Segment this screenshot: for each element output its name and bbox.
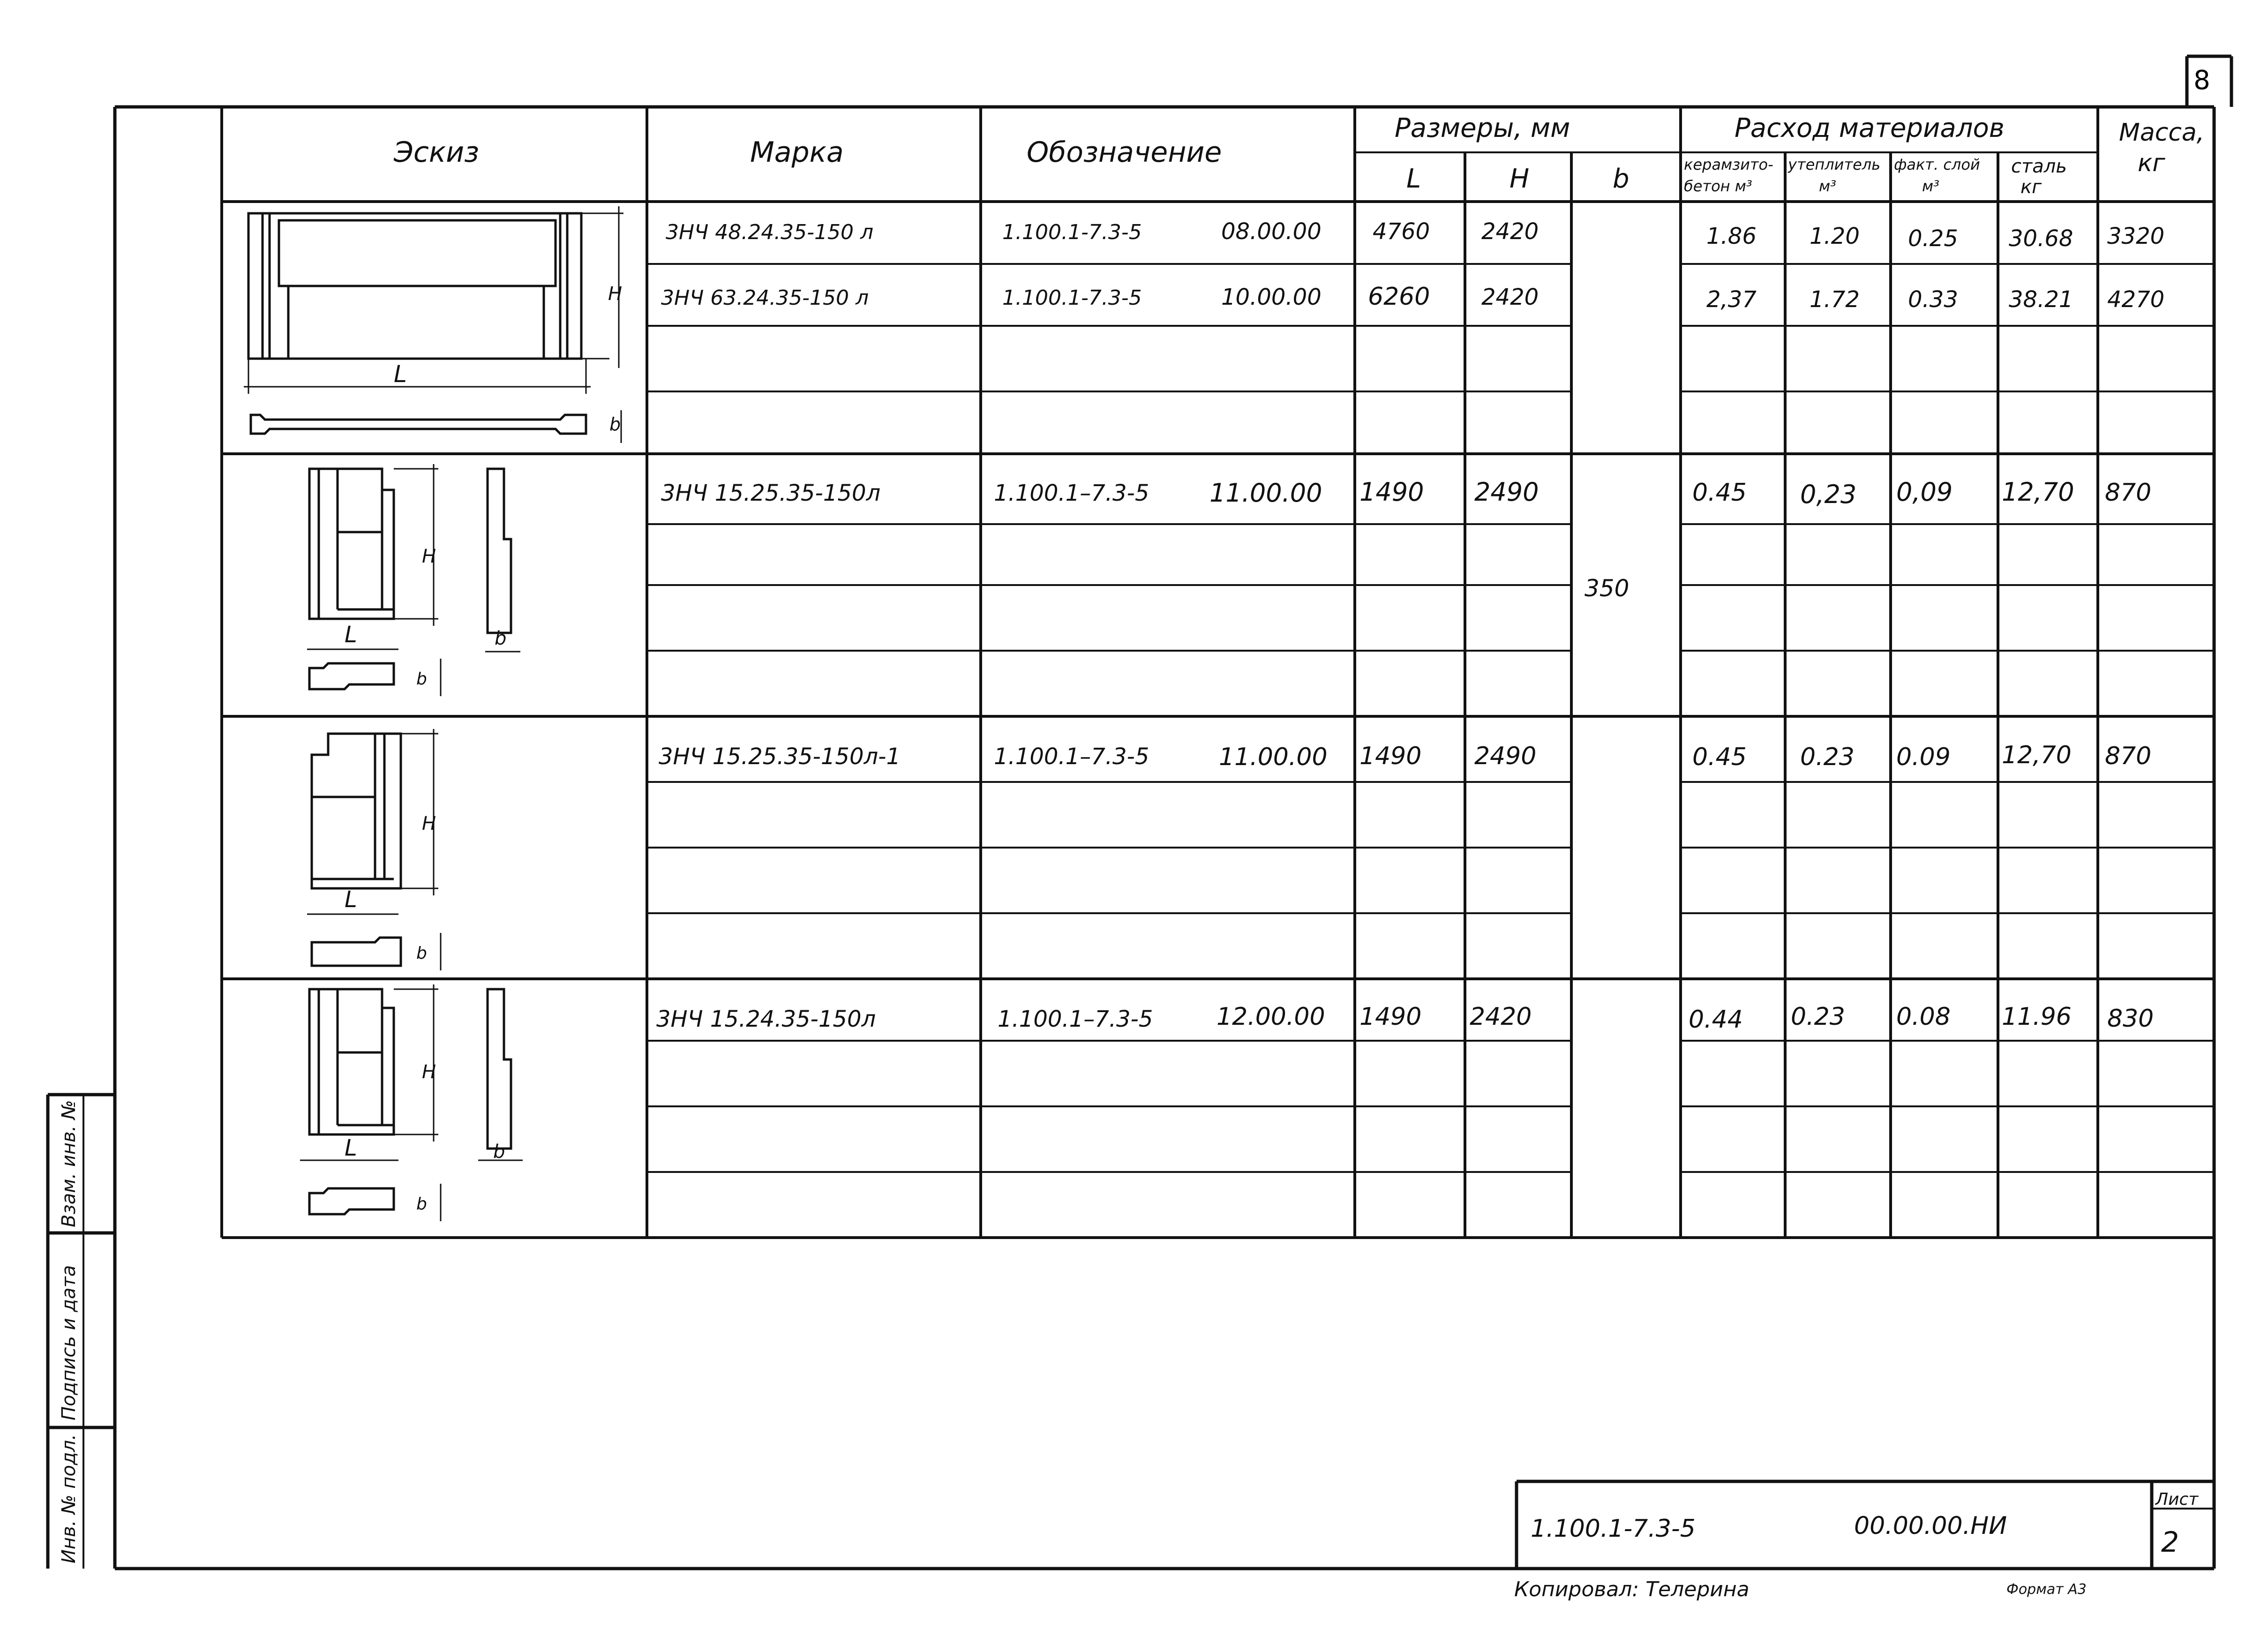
table-row-lines <box>647 264 2214 1172</box>
row-mark: 3НЧ 48.24.35-150 л <box>666 220 874 244</box>
row-code: 1.100.1-7.3-5 <box>1002 220 1142 244</box>
row-code: 1.100.1–7.3-5 <box>998 1006 1153 1032</box>
stamp-signature-date: Подпись и дата <box>58 1265 80 1420</box>
row-concrete: 0.45 <box>1692 479 1747 507</box>
sketch-label-height: H <box>422 546 436 567</box>
table-row <box>659 741 2151 771</box>
row-mass: 830 <box>2107 1005 2154 1033</box>
stamp-inv-original: Инв. № подл. <box>58 1434 80 1563</box>
row-concrete: 1.86 <box>1706 223 1757 249</box>
title-designation: 00.00.00.НИ <box>1854 1512 2007 1540</box>
row-H: 2420 <box>1481 218 1539 245</box>
sketch-label-thickness: b <box>416 944 427 963</box>
row-H: 2490 <box>1474 742 1537 770</box>
header-materials: Расход материалов <box>1735 113 2005 143</box>
header-sketch: Эскиз <box>394 136 480 169</box>
row-insulation: 0.23 <box>1791 1003 1845 1031</box>
title-sheet-label: Лист <box>2155 1490 2199 1509</box>
row-doc: 12.00.00 <box>1217 1003 1325 1031</box>
format-label: Формат А3 <box>2006 1581 2087 1598</box>
row-steel: 30.68 <box>2009 225 2073 252</box>
row-layer: 0.09 <box>1896 743 1951 771</box>
header-mat-concrete-1: керамзито- <box>1684 156 1773 173</box>
copied-by: Копировал: Телерина <box>1514 1577 1750 1601</box>
row-mark: 3НЧ 63.24.35-150 л <box>661 286 869 310</box>
header-mat-insulation-1: утеплитель <box>1788 156 1881 173</box>
header-mat-layer-2: м³ <box>1922 177 1939 195</box>
row-L: 1490 <box>1359 1003 1422 1031</box>
header-mat-steel-2: кг <box>2020 176 2042 198</box>
row-doc: 11.00.00 <box>1209 478 1322 508</box>
header-mark: Марка <box>750 136 844 169</box>
row-mark: 3НЧ 15.25.35-150л <box>661 480 881 506</box>
header-mat-steel-1: сталь <box>2011 156 2067 177</box>
row-mass: 3320 <box>2107 223 2165 249</box>
page-number: 8 <box>2193 65 2210 96</box>
table-row <box>666 218 2164 252</box>
row-code: 1.100.1–7.3-5 <box>994 480 1149 506</box>
row-steel: 38.21 <box>2009 286 2073 313</box>
sketch-label-length: L <box>345 886 357 913</box>
sketch-label-thickness: b <box>416 1194 427 1214</box>
sketch-label-height: H <box>422 1061 436 1083</box>
header-dim-b: b <box>1613 164 1630 194</box>
row-L: 1490 <box>1359 477 1424 507</box>
header-dim-l: L <box>1406 164 1421 194</box>
row-L: 4760 <box>1373 218 1430 245</box>
row-insulation: 0.23 <box>1800 743 1855 771</box>
sketch-label-length: L <box>345 1135 357 1161</box>
row-doc: 10.00.00 <box>1221 284 1322 310</box>
table-grid <box>222 107 2214 1238</box>
row-mass: 4270 <box>2107 286 2165 313</box>
row-concrete: 0.44 <box>1689 1006 1743 1034</box>
row-concrete: 2,37 <box>1706 286 1757 313</box>
sketch-label-length: L <box>345 622 357 648</box>
header-mat-insulation-2: м³ <box>1819 177 1836 195</box>
row-mass: 870 <box>2105 742 2152 770</box>
sketch-panel-short-a <box>307 464 520 696</box>
table-row <box>661 477 2151 509</box>
stamp-replaced-inv: Взам. инв. № <box>58 1100 80 1227</box>
header-dimensions: Размеры, мм <box>1395 113 1570 143</box>
shared-b-value: 350 <box>1585 575 1630 602</box>
sketch-label-thickness: b <box>495 628 507 649</box>
sketch-label-height: H <box>608 283 623 305</box>
row-layer: 0.08 <box>1896 1003 1951 1031</box>
sketch-label-length: L <box>394 361 407 388</box>
header-dim-h: H <box>1509 164 1530 194</box>
title-code: 1.100.1-7.3-5 <box>1531 1515 1696 1543</box>
sketch-panel-short-b <box>307 729 441 970</box>
sketch-label-thickness: b <box>416 669 427 689</box>
header-mat-concrete-2: бетон м³ <box>1684 177 1752 195</box>
row-code: 1.100.1–7.3-5 <box>994 744 1149 770</box>
sketch-panel-short-c <box>300 984 523 1221</box>
row-mark: 3НЧ 15.25.35-150л-1 <box>659 744 901 770</box>
row-insulation: 1.20 <box>1810 223 1860 249</box>
row-layer: 0.25 <box>1908 225 1958 252</box>
sketch-label-thickness: b <box>493 1141 505 1163</box>
row-concrete: 0.45 <box>1692 743 1747 771</box>
sketch-label-height: H <box>422 813 436 834</box>
row-steel: 11.96 <box>2002 1003 2072 1031</box>
row-H: 2420 <box>1481 284 1539 310</box>
row-steel: 12,70 <box>2002 477 2074 507</box>
row-insulation: 0,23 <box>1800 480 1857 509</box>
row-L: 6260 <box>1368 283 1430 311</box>
row-H: 2490 <box>1474 477 1539 507</box>
row-doc: 08.00.00 <box>1221 218 1322 245</box>
sketch-panel-long <box>244 206 623 443</box>
header-mass-1: Масса, <box>2119 119 2205 147</box>
row-mark: 3НЧ 15.24.35-150л <box>656 1006 876 1032</box>
table-row <box>656 1003 2154 1034</box>
header-mat-layer-1: факт. слой <box>1894 156 1980 173</box>
table-row <box>661 283 2164 313</box>
title-sheet-number: 2 <box>2161 1526 2179 1559</box>
sketch-label-thickness: b <box>609 414 621 435</box>
row-mass: 870 <box>2105 479 2152 507</box>
row-steel: 12,70 <box>2002 741 2072 769</box>
header-designation: Обозначение <box>1027 136 1222 169</box>
row-layer: 0.33 <box>1908 286 1958 313</box>
header-mass-2: кг <box>2138 149 2165 177</box>
row-doc: 11.00.00 <box>1219 743 1328 771</box>
row-H: 2420 <box>1470 1003 1532 1031</box>
row-L: 1490 <box>1359 742 1422 770</box>
row-code: 1.100.1-7.3-5 <box>1002 286 1142 310</box>
row-layer: 0,09 <box>1896 477 1953 507</box>
row-insulation: 1.72 <box>1810 286 1860 313</box>
